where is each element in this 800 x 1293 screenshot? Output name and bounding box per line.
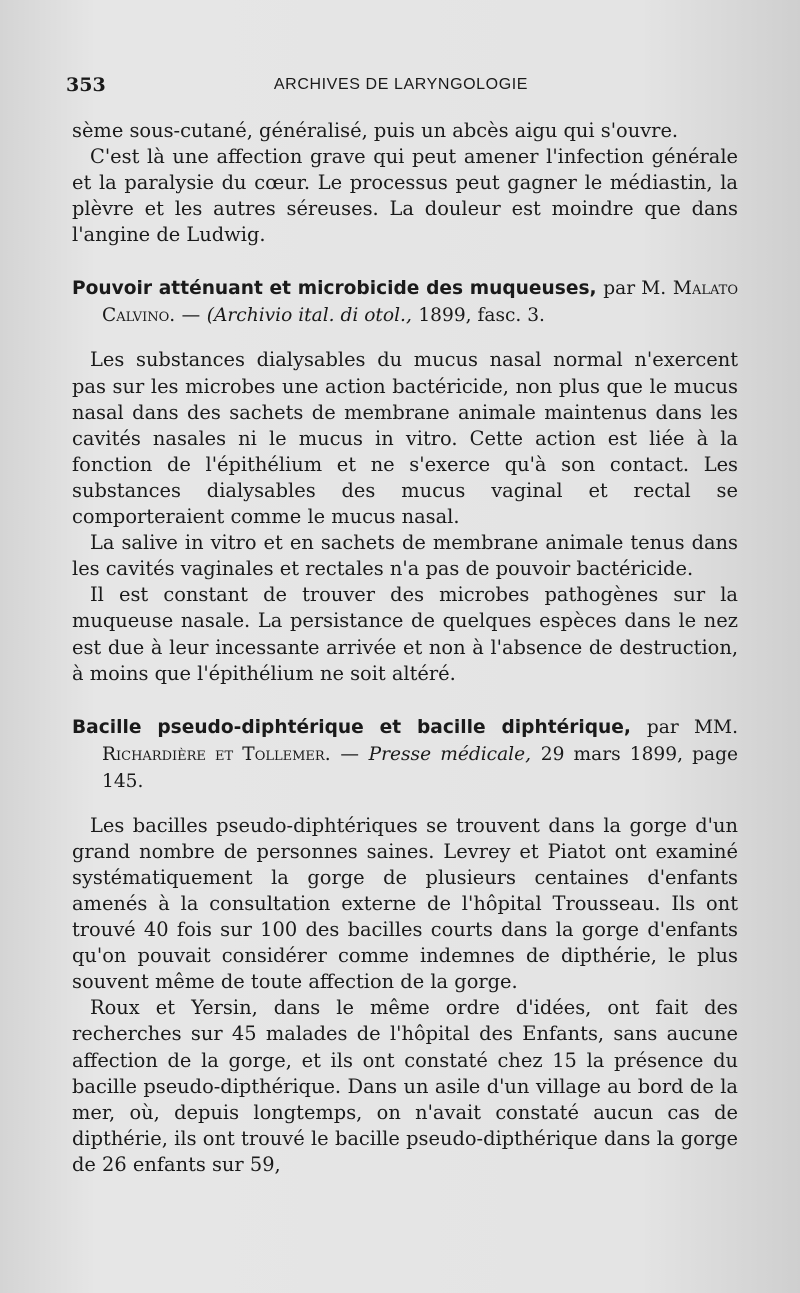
paragraph: Roux et Yersin, dans le même ordre d'idées, ont fait des recherches sur 45 malades de l'hôpital des Enfants, sans aucune affection de la gorge, et ils ont constaté chez 15 la présence du bacille pseudo-dipthérique. Dans un asile d'un village au bord de la mer, où, depuis longtemps, on n'avait constaté aucun cas de dipthérie, ils ont trouvé le bacille pseudo-dipthérique dans la gorge de 26 enfants sur 59,: [72, 996, 738, 1176]
article-title: Bacille pseudo-diphtérique et bacille diphtérique,: [72, 716, 631, 738]
article-authors: Malato Calvino.: [102, 278, 738, 327]
article-authors: Richardière et Tollemer.: [102, 743, 331, 765]
article-title: Pouvoir atténuant et microbicide des muqueuses,: [72, 278, 597, 300]
page-number: 353: [66, 74, 106, 96]
heading-dash: —: [181, 305, 201, 327]
paragraph: La salive in vitro et en sachets de membrane animale tenus dans les cavités vaginales et rectales n'a pas de pouvoir bactéricide.: [72, 531, 738, 581]
journal-reference: 29 mars 1899, page 145.: [102, 743, 739, 792]
page-body: [72, 118, 738, 1178]
journal-name: Presse médicale,: [368, 743, 532, 765]
author-prefix: par M.: [603, 278, 667, 300]
heading-dash: —: [340, 743, 359, 765]
paragraph: Les substances dialysables du mucus nasal normal n'exercent pas sur les microbes une action bactéricide, non plus que le mucus nasal dans des sachets de membrane animale maintenus dans les cavités nasales ni le mucus in vitro. Cette action est liée à la fonction de l'épithélium et ne s'exerce qu'à son contact. Les substances dialysables des mucus vaginal et rectal se comporteraient comme le mucus nasal.: [72, 348, 738, 529]
paragraph: sème sous-cutané, généralisé, puis un abcès aigu qui s'ouvre.: [72, 119, 679, 142]
page-header: [66, 74, 736, 100]
running-title: ARCHIVES DE LARYNGOLOGIE: [273, 76, 529, 93]
paragraph: Les bacilles pseudo-diphtériques se trouvent dans la gorge d'un grand nombre de personnes saines. Levrey et Piatot ont examiné systématiquement la gorge de plusieurs centaines d'enfants amenés à la consultation externe de l'hôpital Trousseau. Ils ont trouvé 40 fois sur 100 des bacilles courts dans la gorge d'enfants qu'on pouvait considérer comme indemnes de dipthérie, le plus souvent même de toute affection de la gorge.: [72, 813, 738, 994]
article-heading: [72, 275, 738, 329]
journal-reference: 1899, fasc. 3.: [418, 305, 545, 327]
article-heading: [72, 714, 738, 795]
author-prefix: par MM.: [646, 716, 738, 738]
paragraph: Il est constant de trouver des microbes pathogènes sur la muqueuse nasale. La persistance de quelques espèces dans le nez est due à leur incessante arrivée et non à l'absence de destruction, à moins que l'épithélium ne soit altéré.: [72, 583, 738, 685]
paragraph: C'est là une affection grave qui peut amener l'infection générale et la paralysie du cœur. Le processus peut gagner le médiastin, la plèvre et les autres séreuses. La douleur est moindre que dans l'angine de Ludwig.: [72, 145, 738, 247]
journal-name: (Archivio ital. di otol.,: [206, 305, 412, 327]
